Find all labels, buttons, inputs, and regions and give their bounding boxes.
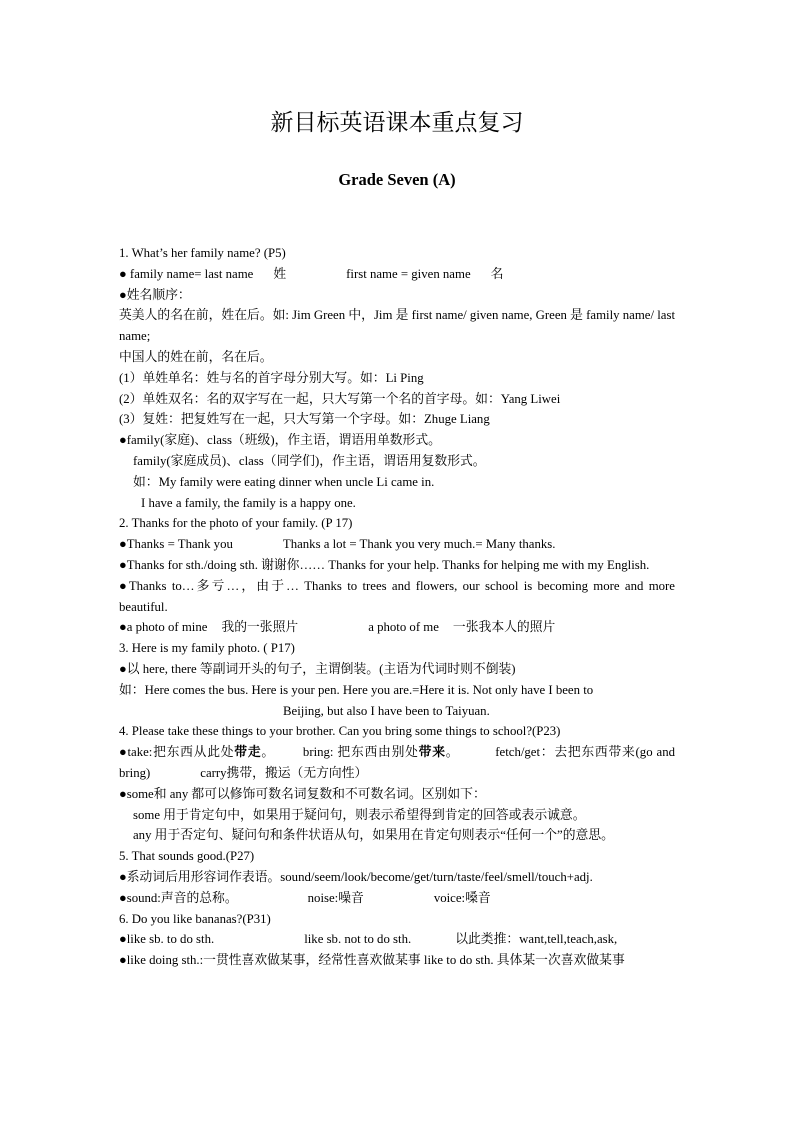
- text-line: ●some和 any 都可以修饰可数名词复数和不可数名词。区别如下：: [119, 786, 486, 801]
- text-line: (3）复姓：把复姓写在一起，只大写第一个字母。如：Zhuge Liang: [119, 412, 490, 427]
- text-line: any 用于否定句、疑问句和条件状语从句，如果用在肯定句则表示“任何一个”的意思。: [133, 828, 614, 843]
- text-line: (2）单姓双名：名的双字写在一起，只大写第一个名的首字母。如：Yang Liwei: [119, 391, 561, 406]
- text-line: ●系动词后用形容词作表语。sound/seem/look/become/get/turn/taste/feel/smell/touch+adj.: [119, 869, 593, 884]
- text-line: some 用于肯定句中，如果用于疑问句，则表示希望得到肯定的回答或表示诚意。: [133, 807, 586, 822]
- text-line: 如：My family were eating dinner when uncle Li came in.: [133, 474, 435, 489]
- text-line: (1）单姓单名：姓与名的首字母分别大写。如：Li Ping: [119, 370, 424, 385]
- section-heading-5: 5. That sounds good.(P27): [119, 849, 255, 864]
- text-line: 如：Here comes the bus. Here is your pen. Here you are.=Here it is. Not only have I been to: [119, 682, 594, 697]
- section-heading-3: 3. Here is my family photo. ( P17): [119, 641, 295, 656]
- text-line: ●姓名顺序：: [119, 287, 191, 302]
- text-line: ●family(家庭)、class（班级)，作主语，谓语用单数形式。: [119, 433, 441, 448]
- text-line: ●Thanks = Thank you Thanks a lot = Thank you very much.= Many thanks.: [119, 537, 556, 552]
- text-line: ●a photo of mine 我的一张照片 a photo of me 一张我本人的照片: [119, 620, 556, 635]
- text-line: 中国人的姓在前，名在后。: [119, 349, 273, 364]
- text-line: ●以 here, there 等副词开头的句子，主谓倒装。(主语为代词时则不倒装): [119, 661, 516, 676]
- text-line: family(家庭成员)、class（同学们)，作主语，谓语用复数形式。: [133, 453, 486, 468]
- text-line: ● family name= last name 姓 first name = given name 名: [119, 266, 504, 281]
- text-line: ●like sb. to do sth. like sb. not to do sth. 以此类推：want,tell,teach,ask,: [119, 932, 618, 947]
- document-body: [119, 243, 675, 971]
- text-paragraph: ●take:把东西从此处带走。 bring: 把东西由别处带来。 fetch/get：去把东西带来(go and bring) carry携带，搬运（无方向性）: [119, 745, 676, 780]
- text-paragraph: ●like doing sth.:一贯性喜欢做某事，经常性喜欢做某事 like to do sth. 具体某一次喜欢做某事: [119, 953, 625, 968]
- text-line: ●sound:声音的总称。 noise:噪音 voice:嗓音: [119, 890, 491, 905]
- text-paragraph: ●Thanks to…多亏…，由于… Thanks to trees and flowers, our school is becoming more and more beautiful.: [119, 578, 675, 614]
- page-title: 新目标英语课本重点复习: [270, 110, 524, 136]
- section-heading-6: 6. Do you like bananas?(P31): [119, 911, 271, 926]
- section-heading-4: 4. Please take these things to your brother. Can you bring some things to school?(P23): [119, 724, 561, 739]
- text-paragraph: 英美人的名在前，姓在后。如: Jim Green 中，Jim 是 first name/ given name, Green 是 family name/ last name;: [119, 308, 675, 344]
- text-line: Beijing, but also I have been to Taiyuan.: [283, 703, 490, 718]
- section-heading-2: 2. Thanks for the photo of your family. (P 17): [119, 516, 353, 531]
- text-paragraph: ●Thanks for sth./doing sth. 谢谢你…… Thanks for your help. Thanks for helping me with my English.: [119, 557, 650, 572]
- page-subtitle: Grade Seven (A): [338, 170, 456, 189]
- section-heading-1: 1. What’s her family name? (P5): [119, 246, 286, 260]
- text-line: I have a family, the family is a happy one.: [141, 495, 356, 510]
